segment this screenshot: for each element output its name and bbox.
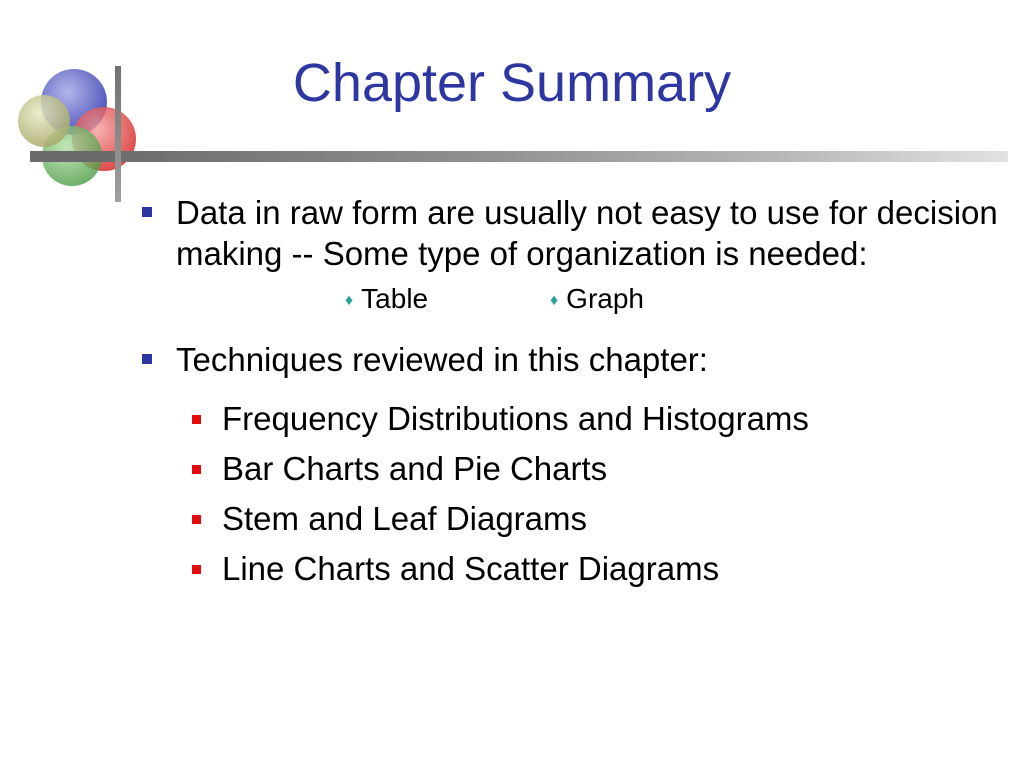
bullet-item-raw-data <box>140 192 1000 274</box>
square-bullet-icon <box>142 207 152 217</box>
list-item: Stem and Leaf Diagrams <box>140 494 1000 544</box>
title-rule-left <box>30 151 120 162</box>
list-item: Line Charts and Scatter Diagrams <box>140 544 1000 594</box>
square-bullet-icon <box>192 515 201 524</box>
square-bullet-icon <box>142 354 152 364</box>
list-item: Bar Charts and Pie Charts <box>140 444 1000 494</box>
square-bullet-icon <box>192 415 201 424</box>
subitem-table: ♦ Table <box>345 283 429 314</box>
bullet-text: Techniques reviewed in this chapter: <box>176 341 708 378</box>
techniques-list <box>140 394 1000 594</box>
diamond-subitems <box>140 274 1000 318</box>
title-rule <box>118 151 1008 162</box>
diamond-bullet-icon: ♦ <box>550 291 559 309</box>
bullet-item-techniques <box>140 339 1000 380</box>
subitem-graph: ♦ Graph <box>550 283 644 314</box>
slide-title: Chapter Summary <box>292 53 732 113</box>
slide-body <box>140 192 1000 594</box>
diamond-bullet-icon: ♦ <box>345 291 354 309</box>
list-item: Frequency Distributions and Histograms <box>140 394 1000 444</box>
square-bullet-icon <box>192 465 201 474</box>
square-bullet-icon <box>192 565 201 574</box>
bullet-text: Data in raw form are usually not easy to use for decision making -- Some type of organization is needed: <box>176 194 998 272</box>
